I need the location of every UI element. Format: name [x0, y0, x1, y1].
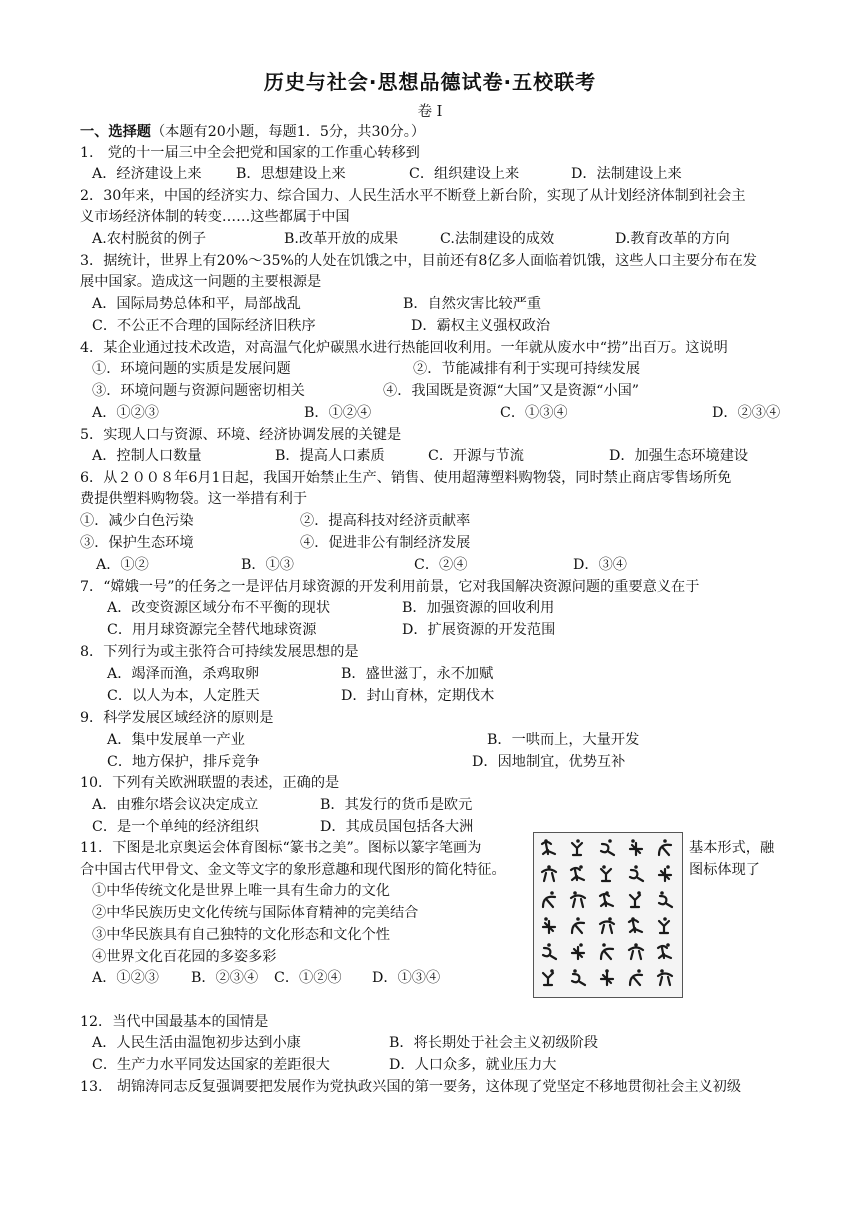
q7-option-b: B．加强资源的回收利用: [402, 600, 555, 616]
section-name: 一、选择题: [80, 124, 151, 140]
q4-statement-3: ③．环境问题与资源问题密切相关: [92, 383, 305, 399]
q1-stem: 1. 党的十一届三中全会把党和国家的工作重心转移到: [80, 145, 420, 161]
q4-statement-4: ④．我国既是资源“大国”又是资源“小国”: [383, 383, 640, 399]
pictogram-glyph: [629, 943, 643, 959]
q12-option-b: B．将长期处于社会主义初级阶段: [389, 1035, 599, 1051]
pictogram-glyph: [601, 865, 611, 881]
q6-statement-3: ③．保护生态环境: [80, 535, 194, 551]
q6-option-a: A．①②: [96, 557, 149, 573]
q9-stem: 9．科学发展区域经济的原则是: [80, 710, 274, 726]
q9-option-c: C．地方保护，排斥竞争: [107, 754, 260, 770]
q10-option-c: C．是一个单纯的经济组织: [92, 819, 259, 835]
pictogram-glyph: [543, 917, 555, 933]
pictogram-glyph: [543, 943, 556, 959]
q2-stem-line2: 义市场经济体制的转变……这些都属于中国: [80, 209, 350, 225]
q2-option-b: B.改革开放的成果: [284, 231, 399, 247]
q2-option-c: C.法制建设的成效: [440, 231, 555, 247]
pictogram-glyph: [659, 839, 671, 855]
q3-option-b: B．自然灾害比较严重: [403, 296, 542, 312]
q12-option-d: D．人口众多，就业压力大: [389, 1057, 557, 1073]
pictogram-glyph: [658, 969, 672, 985]
q11-stem-line1b: 基本形式，融: [689, 840, 775, 856]
pictogram-glyph: [601, 943, 613, 959]
q12-option-a: A．人民生活由温饱初步达到小康: [92, 1035, 301, 1051]
q3-stem-line2: 展中国家。造成这一问题的主要根源是: [80, 274, 322, 290]
pictogram-glyph: [543, 891, 555, 907]
pictogram-glyph: [572, 943, 584, 959]
q2-option-a: A.农村脱贫的例子: [92, 231, 207, 247]
pictogram-glyph: [542, 839, 555, 854]
pictogram-glyph: [571, 865, 584, 880]
q6-statement-4: ④．促进非公有制经济发展: [300, 535, 471, 551]
q2-stem-line1: 2．30年来，中国的经济实力、综合国力、人民生活水平不断登上新台阶，实现了从计划经济体制到社会主: [80, 188, 746, 204]
q5-option-a: A．控制人口数量: [92, 448, 202, 464]
q1-option-b: B．思想建设上来: [236, 166, 346, 182]
q12-stem: 12．当代中国最基本的国情是: [80, 1014, 269, 1030]
q4-option-d: D．②③④: [712, 405, 781, 421]
q11-option-d: D．①③④: [372, 970, 441, 986]
q10-option-a: A．由雅尔塔会议决定成立: [92, 797, 259, 813]
q9-option-a: A．集中发展单一产业: [107, 732, 245, 748]
q2-option-d: D.教育改革的方向: [615, 231, 730, 247]
q10-option-d: D．其成员国包括各大洲: [320, 819, 474, 835]
pictogram-glyph: [630, 891, 641, 907]
q4-statement-1: ①．环境问题的实质是发展问题: [92, 361, 291, 377]
q5-option-d: D．加强生态环境建设: [609, 448, 749, 464]
pictogram-grid: [534, 833, 682, 997]
q6-option-d: D．③④: [573, 557, 627, 573]
q11-stem-line1a: 11．下图是北京奥运会体育图标“篆书之美”。图标以篆字笔画为: [80, 840, 482, 856]
pictogram-glyph: [543, 969, 554, 985]
q8-stem: 8．下列行为或主张符合可持续发展思想的是: [80, 644, 359, 660]
q12-option-c: C．生产力水平同发达国家的差距很大: [92, 1057, 330, 1073]
q1-option-c: C．组织建设上来: [409, 166, 520, 182]
q6-stem-line2: 费提供塑料购物袋。这一举措有利于: [80, 491, 308, 507]
q7-option-d: D．扩展资源的开发范围: [402, 622, 556, 638]
pictogram-glyph: [542, 865, 556, 881]
q13-stem: 13. 胡锦涛同志反复强调要把发展作为党执政兴国的第一要务，这体现了党坚定不移地贯彻社会主义初级: [80, 1079, 742, 1095]
pictogram-glyph: [572, 917, 584, 933]
q11-stem-line2b: 图标体现了: [689, 862, 760, 878]
q6-statement-1: ①．减少白色污染: [80, 513, 194, 529]
q6-stem-line1: 6．从２００８年6月1日起，我国开始禁止生产、销售、使用超薄塑料购物袋，同时禁止商店零售场所免: [80, 470, 732, 486]
pictogram-glyph: [659, 917, 669, 933]
q3-option-c: C．不公正不合理的国际经济旧秩序: [92, 318, 316, 334]
q11-stem-line2a: 合中国古代甲骨文、金文等文字的象形意趣和现代图形的简化特征。: [80, 862, 506, 878]
q11-statement-3: ③中华民族具有自己独特的文化形态和文化个性: [92, 927, 390, 943]
q8-option-a: A．竭泽而渔，杀鸡取卵: [107, 666, 260, 682]
q7-option-a: A．改变资源区域分布不平衡的现状: [107, 600, 331, 616]
pictogram-glyph: [659, 865, 671, 881]
q11-option-b: B．②③④: [191, 970, 259, 986]
pictogram-glyph: [658, 943, 671, 958]
volume-label: 卷 I: [417, 104, 443, 120]
q8-option-d: D．封山育林，定期伐木: [341, 688, 495, 704]
q5-stem: 5．实现人口与资源、环境、经济协调发展的关键是: [80, 427, 402, 443]
q9-option-b: B．一哄而上，大量开发: [487, 732, 640, 748]
olympic-pictograms-image: [533, 832, 683, 998]
q5-option-c: C．开源与节流: [428, 448, 524, 464]
q10-stem: 10．下列有关欧洲联盟的表述，正确的是: [80, 775, 340, 791]
q4-statement-2: ②．节能减排有利于实现可持续发展: [413, 361, 641, 377]
pictogram-glyph: [572, 839, 582, 855]
q4-option-b: B．①②④: [304, 405, 372, 421]
pictogram-glyph: [659, 891, 672, 907]
pictogram-glyph: [572, 969, 585, 985]
pictogram-glyph: [601, 969, 613, 985]
q4-option-a: A．①②③: [92, 405, 159, 421]
q5-option-b: B．提高人口素质: [275, 448, 385, 464]
q11-statement-4: ④世界文化百花园的多姿多彩: [92, 949, 277, 965]
q9-option-d: D．因地制宜，优势互补: [472, 754, 626, 770]
q1-option-a: A．经济建设上来: [92, 166, 202, 182]
section-heading: [80, 122, 425, 142]
pictogram-glyph: [600, 891, 613, 906]
q6-option-b: B．①③: [241, 557, 294, 573]
pictogram-glyph: [630, 865, 643, 881]
q11-statement-1: ①中华传统文化是世界上唯一具有生命力的文化: [92, 883, 390, 899]
q6-statement-2: ②．提高科技对经济贡献率: [300, 513, 471, 529]
q3-option-d: D．霸权主义强权政治: [411, 318, 551, 334]
q6-option-c: C．②④: [414, 557, 468, 573]
q10-option-b: B．其发行的货币是欧元: [320, 797, 473, 813]
q3-option-a: A．国际局势总体和平，局部战乱: [92, 296, 301, 312]
q7-option-c: C．用月球资源完全替代地球资源: [107, 622, 317, 638]
q8-option-c: C．以人为本，人定胜天: [107, 688, 260, 704]
pictogram-glyph: [601, 839, 614, 855]
q11-option-a: A．①②③: [92, 970, 159, 986]
section-note: （本题有20小题，每题1．5分，共30分。）: [150, 124, 426, 140]
q8-option-b: B．盛世滋丁，永不加赋: [341, 666, 494, 682]
pictogram-glyph: [630, 969, 642, 985]
q11-statement-2: ②中华民族历史文化传统与国际体育精神的完美结合: [92, 905, 419, 921]
q3-stem-line1: 3．据统计，世界上有20%～35%的人处在饥饿之中，目前还有8亿多人面临着饥饿，这些人口主要分布在发: [80, 253, 757, 269]
exam-title: 历史与社会·思想品德试卷·五校联考: [263, 70, 597, 94]
q7-stem: 7．“嫦娥一号”的任务之一是评估月球资源的开发利用前景，它对我国解决资源问题的重要意义在于: [80, 579, 700, 595]
pictogram-glyph: [629, 917, 642, 932]
pictogram-glyph: [571, 891, 585, 907]
q1-option-d: D．法制建设上来: [571, 166, 682, 182]
q11-option-c: C．①②④: [274, 970, 342, 986]
pictogram-glyph: [630, 839, 642, 855]
q4-option-c: C．①③④: [500, 405, 568, 421]
pictogram-glyph: [600, 917, 614, 933]
q4-stem: 4．某企业通过技术改造，对高温气化炉碳黑水进行热能回收利用。一年就从废水中“捞”出百万。这说明: [80, 340, 728, 356]
